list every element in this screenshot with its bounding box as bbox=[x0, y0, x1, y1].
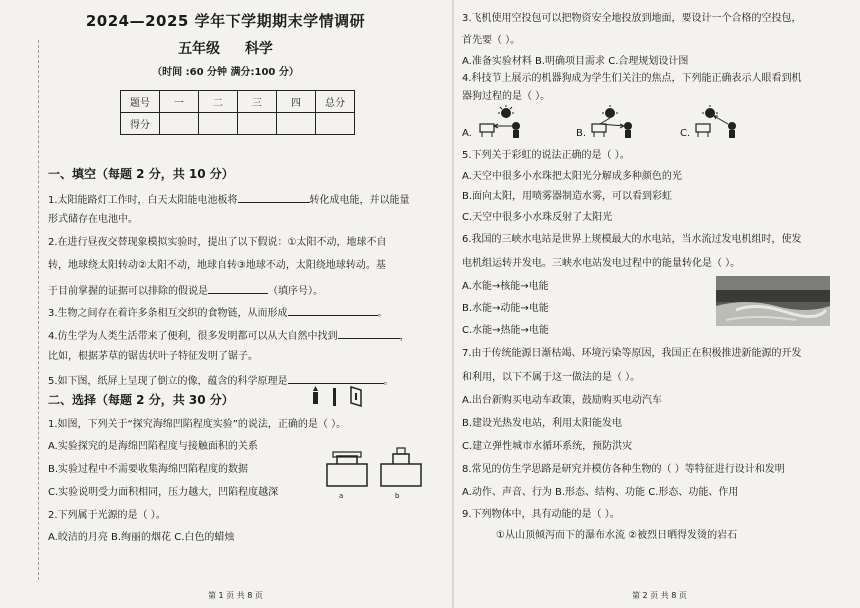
option-line: ①从山顶倾泻而下的瀑布水流 ②被烈日晒得发烫的岩石 bbox=[496, 530, 738, 541]
option-line[interactable]: A.皎洁的月亮 B.绚丽的烟花 C.白色的蜡烛 bbox=[48, 532, 235, 543]
question-line: 4.科技节上展示的机器狗成为学生们关注的焦点，下列能正确表示人眼看到机 bbox=[462, 73, 802, 84]
score-cell[interactable] bbox=[160, 113, 199, 135]
option-line[interactable]: A.准备实验材料 B.明确项目需求 C.合理规划设计图 bbox=[462, 56, 689, 67]
page-footer: 第 2 页 共 8 页 bbox=[632, 591, 687, 600]
score-header-cell: 四 bbox=[277, 91, 316, 113]
question-line: 5.下列关于彩虹的说法正确的是（ ）。 bbox=[462, 150, 630, 161]
option-line[interactable]: B.水能→动能→电能 bbox=[462, 303, 549, 314]
page-footer: 第 1 页 共 8 页 bbox=[208, 591, 263, 600]
section-choice-heading: 二、选择（每题 2 分，共 30 分） bbox=[48, 393, 234, 407]
question-line: 6.我国的三峡水电站是世界上规模最大的水电站，当水流过发电机组时，使发 bbox=[462, 234, 802, 245]
question-line: 首先要（ ）。 bbox=[462, 35, 521, 46]
subject-label: 科学 bbox=[244, 41, 273, 57]
hydropower-dam-photo bbox=[716, 276, 830, 326]
option-line[interactable]: C.实验说明受力面积相同，压力越大，凹陷程度越深 bbox=[48, 487, 279, 498]
binding-margin-line bbox=[38, 40, 40, 580]
question-line: 4.仿生学为人类生活带来了便利，很多发明都可以从大自然中找到 ， bbox=[48, 327, 410, 344]
option-line[interactable]: B.实验过程中不需要收集海绵凹陷程度的数据 bbox=[48, 464, 249, 475]
score-table-row bbox=[121, 113, 355, 135]
answer-blank[interactable] bbox=[238, 191, 310, 203]
score-header-cell: 二 bbox=[199, 91, 238, 113]
exam-title: 2024—2025 学年下学期期末学情调研 bbox=[85, 12, 366, 30]
exam-meta: （时间 :60 分钟 满分:100 分） bbox=[152, 67, 299, 78]
option-line[interactable]: B.面向太阳，用喷雾器制造水雾，可以看到彩虹 bbox=[462, 191, 673, 202]
question-line: 3.飞机使用空投包可以把物资安全地投放到地面，要设计一个合格的空投包， bbox=[462, 13, 802, 24]
score-header-cell: 总分 bbox=[316, 91, 355, 113]
question-line: 2.下列属于光源的是（ ）。 bbox=[48, 510, 166, 521]
figure-label: b bbox=[395, 492, 400, 500]
question-line: 7.由于传统能源日渐枯竭、环境污染等原因，我国正在积极推进新能源的开发 bbox=[462, 348, 802, 359]
option-label[interactable]: A. bbox=[462, 128, 472, 139]
answer-blank[interactable] bbox=[338, 327, 400, 339]
section-fill-in-heading: 一、填空（每题 2 分，共 10 分） bbox=[48, 167, 234, 181]
score-cell[interactable] bbox=[316, 113, 355, 135]
score-header-cell: 一 bbox=[160, 91, 199, 113]
option-line[interactable]: C.建立弹性城市水循环系统，预防洪灾 bbox=[462, 441, 633, 452]
score-cell[interactable] bbox=[238, 113, 277, 135]
question-line: 2.在进行昼夜交替现象模拟实验时，提出了以下假说：①太阳不动，地球不自 bbox=[48, 237, 387, 248]
question-line: 电机组运转并发电。三峡水电站发电过程中的能量转化是（ ）。 bbox=[462, 258, 741, 269]
question-line: 比如，根据茅草的锯齿状叶子特征发明了锯子。 bbox=[48, 351, 258, 362]
option-line[interactable]: A.天空中很多小水珠把太阳光分解成多种颜色的光 bbox=[462, 171, 682, 182]
option-label[interactable]: B. bbox=[576, 128, 587, 139]
left-page bbox=[48, 0, 438, 608]
sun-eye-dog-option-a bbox=[476, 104, 526, 140]
option-line[interactable]: B.建设光热发电站，利用太阳能发电 bbox=[462, 418, 623, 429]
score-row-label: 得分 bbox=[121, 113, 160, 135]
answer-blank[interactable] bbox=[288, 372, 384, 384]
score-table bbox=[120, 90, 355, 135]
page-fold bbox=[452, 0, 454, 608]
question-line: 3.生物之间存在着许多条相互交织的食物链，从而形成 。 bbox=[48, 304, 388, 321]
option-line[interactable]: A.出台新购买电动车政策，鼓励购买电动汽车 bbox=[462, 395, 662, 406]
question-line: 5.如下图，纸屏上呈现了倒立的像，蕴含的科学原理是 。 bbox=[48, 372, 394, 389]
candle-pinhole-illustration bbox=[311, 384, 367, 408]
answer-blank[interactable] bbox=[288, 304, 378, 316]
option-line[interactable]: A.实验探究的是海绵凹陷程度与接触面积的关系 bbox=[48, 441, 258, 452]
question-line: 和利用，以下不属于这一做法的是（ ）。 bbox=[462, 372, 641, 383]
option-line[interactable]: C.天空中很多小水珠反射了太阳光 bbox=[462, 212, 613, 223]
question-line: 8.常见的仿生学思路是研究并模仿各种生物的（ ）等特征进行设计和发明 bbox=[462, 464, 785, 475]
question-line: 1.如图，下列关于“探究海绵凹陷程度实验”的说法，正确的是（ ）。 bbox=[48, 419, 347, 430]
exam-subtitle bbox=[48, 38, 403, 58]
question-line: 1.太阳能路灯工作时，白天太阳能电池板将 转化成电能，并以能量 bbox=[48, 191, 410, 208]
score-header-cell: 题号 bbox=[121, 91, 160, 113]
option-line[interactable]: A.动作、声音、行为 B.形态、结构、功能 C.形态、功能、作用 bbox=[462, 487, 739, 498]
question-line: 转，地球绕太阳转动②太阳不动，地球自转③地球不动，太阳绕地球转动。基 bbox=[48, 260, 386, 271]
score-cell[interactable] bbox=[277, 113, 316, 135]
score-header-cell: 三 bbox=[238, 91, 277, 113]
sun-eye-dog-option-c bbox=[692, 104, 742, 140]
sun-eye-dog-option-b bbox=[588, 104, 638, 140]
right-page bbox=[462, 0, 852, 608]
grade-label: 五年级 bbox=[178, 41, 221, 57]
question-line: 于目前掌握的证据可以排除的假说是 （填序号）。 bbox=[48, 282, 323, 299]
option-label[interactable]: C. bbox=[680, 128, 691, 139]
question-line: 形式储存在电池中。 bbox=[48, 214, 138, 225]
option-line[interactable]: A.水能→核能→电能 bbox=[462, 281, 549, 292]
score-table-header-row bbox=[121, 91, 355, 113]
score-cell[interactable] bbox=[199, 113, 238, 135]
answer-blank[interactable] bbox=[208, 282, 268, 294]
question-line: 9.下列物体中，具有动能的是（ ）。 bbox=[462, 509, 620, 520]
figure-label: a bbox=[339, 492, 344, 500]
option-line[interactable]: C.水能→热能→电能 bbox=[462, 325, 549, 336]
question-line: 器狗过程的是（ ）。 bbox=[462, 91, 551, 102]
